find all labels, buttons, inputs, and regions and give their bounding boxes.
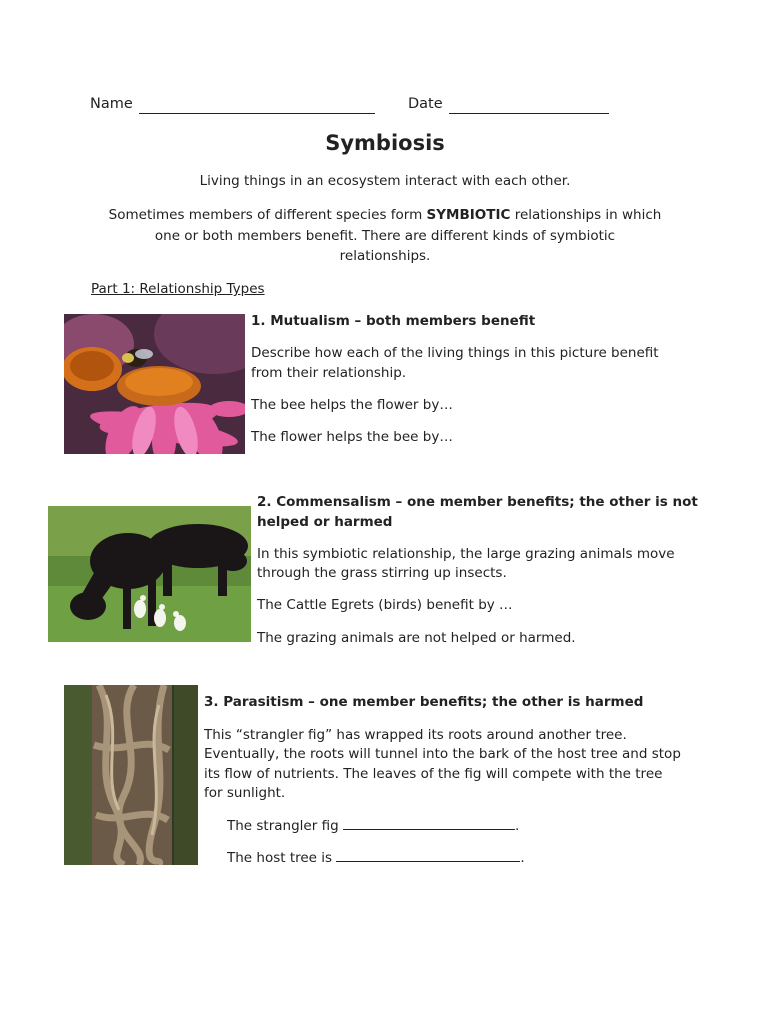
name-field[interactable] <box>90 94 375 114</box>
bee-prompt: The bee helps the flower by… <box>251 397 453 413</box>
commensalism-desc-2: through the grass stirring up insects. <box>257 565 507 581</box>
strangler-fig-blank[interactable] <box>343 815 515 830</box>
mutualism-desc-2: from their relationship. <box>251 365 407 381</box>
commensalism-desc-1: In this symbiotic relationship, the large grazing animals move <box>257 546 675 562</box>
mutualism-heading: 1. Mutualism – both members benefit <box>251 313 536 329</box>
parasitism-desc-3: its flow of nutrients. The leaves of the fig will compete with the tree <box>204 766 663 782</box>
date-blank[interactable] <box>449 97 609 114</box>
strangler-fig-prompt: The strangler fig . <box>227 815 519 836</box>
host-tree-prompt: The host tree is . <box>227 847 525 868</box>
cattle-egrets-photo <box>48 506 251 642</box>
parasitism-desc-1: This “strangler fig” has wrapped its roots around another tree. <box>204 727 627 743</box>
parasitism-heading: 3. Parasitism – one member benefits; the other is harmed <box>204 694 644 710</box>
mutualism-desc-1: Describe how each of the living things in this picture benefit <box>251 345 659 361</box>
strangler-fig-illustration <box>64 685 198 865</box>
commensalism-heading-1: 2. Commensalism – one member benefits; the other is not <box>257 494 698 510</box>
symbiotic-emphasis: SYMBIOTIC <box>426 207 511 223</box>
bee-flower-illustration <box>64 314 245 454</box>
flower-prompt: The flower helps the bee by… <box>251 429 453 445</box>
parasitism-desc-2: Eventually, the roots will tunnel into the bark of the host tree and stop <box>204 746 681 762</box>
egrets-prompt: The Cattle Egrets (birds) benefit by … <box>257 597 513 613</box>
grazing-statement: The grazing animals are not helped or harmed. <box>257 630 576 646</box>
date-field[interactable] <box>408 94 609 114</box>
name-label: Name <box>90 96 133 112</box>
part1-heading: Part 1: Relationship Types <box>91 281 265 297</box>
strangler-fig-photo <box>64 685 198 865</box>
name-blank[interactable] <box>139 97 375 114</box>
parasitism-desc-4: for sunlight. <box>204 785 286 801</box>
commensalism-heading-2: helped or harmed <box>257 514 393 530</box>
cattle-egrets-illustration <box>48 506 251 642</box>
date-label: Date <box>408 96 443 112</box>
intro-line-2: Sometimes members of different species form SYMBIOTIC relationships in which <box>108 207 662 223</box>
page-title: Symbiosis <box>325 131 445 155</box>
host-tree-blank[interactable] <box>336 847 520 862</box>
intro-line-3: one or both members benefit. There are different kinds of symbiotic <box>154 228 616 244</box>
bee-flower-photo <box>64 314 245 454</box>
intro-line-1: Living things in an ecosystem interact with each other. <box>199 173 571 189</box>
intro-line-4: relationships. <box>339 248 431 264</box>
